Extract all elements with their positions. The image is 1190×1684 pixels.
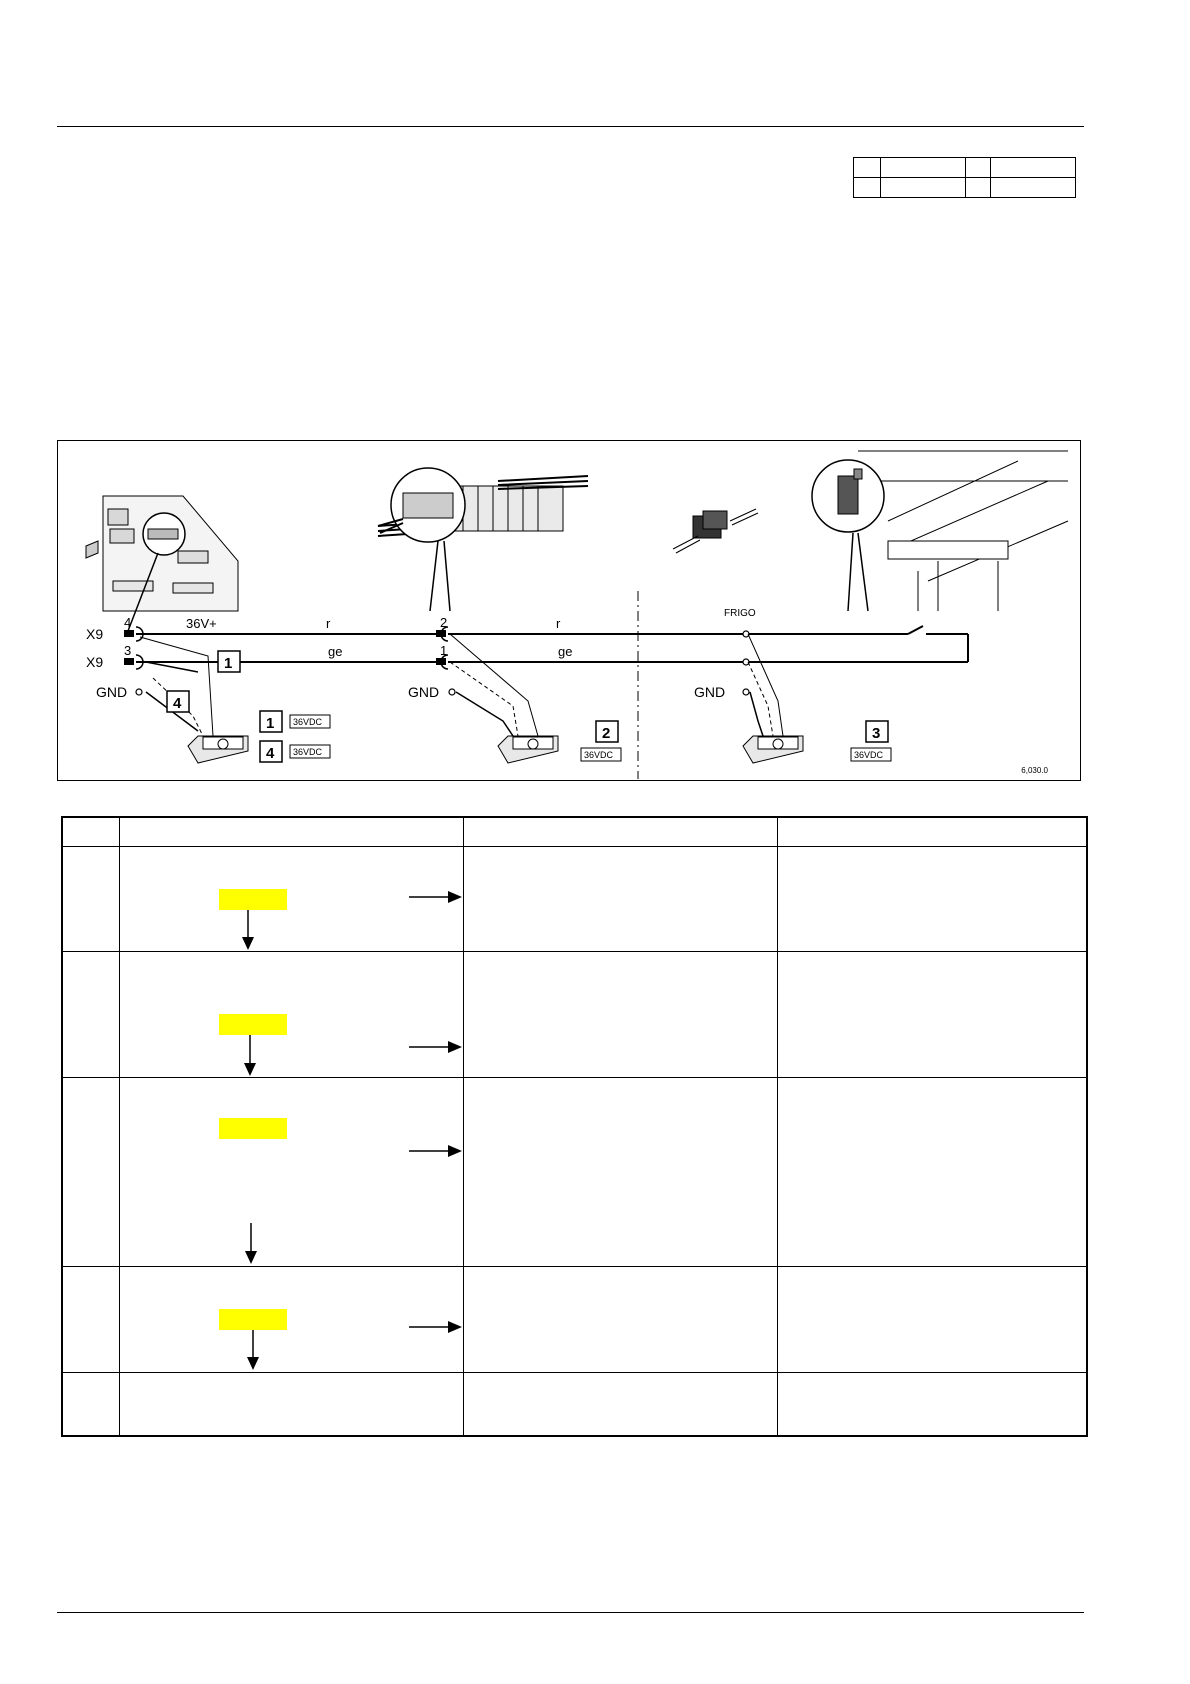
multimeter-right — [743, 634, 803, 763]
pin-label-1: 1 — [440, 643, 448, 658]
flow-arrows — [120, 1267, 463, 1373]
pin-label-3: 3 — [124, 643, 132, 658]
remedy-cell — [778, 847, 1088, 952]
measure-number-2: 2 — [602, 725, 611, 742]
figure-code: 6,030.0 — [1021, 766, 1048, 775]
table-row — [62, 1078, 1087, 1267]
measure-number-1: 1 — [224, 655, 233, 672]
connector-label-x9-top: X9 — [86, 626, 104, 642]
connector-pins — [124, 630, 446, 665]
control-board-illustration — [86, 496, 238, 631]
door-switch-illustration — [812, 451, 1068, 611]
wire-label-r-right: r — [556, 616, 561, 631]
gnd-label-right: GND — [694, 684, 726, 700]
arrow-down-icon — [242, 937, 254, 950]
table-header-row — [62, 817, 1087, 847]
header-remedy — [778, 817, 1088, 847]
wiring-diagram — [57, 440, 1081, 781]
multimeter-center — [450, 634, 558, 763]
header-step — [62, 817, 120, 847]
remedy-cell — [778, 1267, 1088, 1373]
remedy-cell — [778, 1373, 1088, 1436]
header-rule — [57, 126, 1084, 127]
arrow-down-icon — [245, 1251, 257, 1264]
result-cell — [464, 1267, 778, 1373]
action-cell — [120, 952, 464, 1078]
flow-arrows — [120, 952, 463, 1078]
remedy-cell — [778, 1078, 1088, 1267]
arrow-right-icon — [448, 1145, 462, 1157]
wiring-diagram-svg — [58, 441, 1079, 779]
table-row — [62, 952, 1087, 1078]
result-cell — [464, 952, 778, 1078]
gnd-label-center: GND — [408, 684, 440, 700]
flow-arrows — [120, 1078, 463, 1267]
step-cell — [62, 952, 120, 1078]
action-cell — [120, 1078, 464, 1267]
step-cell — [62, 1373, 120, 1436]
pin-label-2: 2 — [440, 615, 448, 630]
signal-label: 36V+ — [186, 616, 217, 631]
wire-label-r-left: r — [326, 616, 331, 631]
table-row — [62, 847, 1087, 952]
arrow-down-icon — [244, 1063, 256, 1076]
flow-arrows — [120, 847, 463, 952]
measure-number-3: 3 — [872, 725, 881, 742]
legend-number-1: 1 — [266, 715, 275, 732]
arrow-right-icon — [448, 891, 462, 903]
header-action — [120, 817, 464, 847]
action-cell — [120, 1373, 464, 1436]
gnd-label-left: GND — [96, 684, 128, 700]
arrow-right-icon — [448, 1041, 462, 1053]
wire-label-ge-right: ge — [558, 644, 573, 659]
arrow-down-icon — [247, 1357, 259, 1370]
header-result — [464, 817, 778, 847]
result-cell — [464, 847, 778, 952]
meter-value-2: 36VDC — [584, 750, 614, 760]
table-row — [62, 1373, 1087, 1436]
connector-block-illustration — [378, 468, 588, 611]
result-cell — [464, 1078, 778, 1267]
action-cell — [120, 847, 464, 952]
wire-label-ge-left: ge — [328, 644, 343, 659]
step-cell — [62, 1078, 120, 1267]
remedy-cell — [778, 952, 1088, 1078]
measure-number-4: 4 — [173, 695, 182, 712]
action-cell — [120, 1267, 464, 1373]
legend-number-4: 4 — [266, 745, 275, 762]
revision-box — [853, 157, 1076, 198]
legend-value-4: 36VDC — [293, 747, 323, 757]
arrow-right-icon — [448, 1321, 462, 1333]
meter-value-3: 36VDC — [854, 750, 884, 760]
step-cell — [62, 1267, 120, 1373]
plug-illustration — [673, 509, 758, 553]
step-cell — [62, 847, 120, 952]
pin-label-4: 4 — [124, 615, 132, 630]
wiring-lines — [136, 626, 968, 662]
connector-label-x9-bottom: X9 — [86, 654, 104, 670]
table-row — [62, 1267, 1087, 1373]
troubleshooting-table — [61, 816, 1088, 1437]
footer-rule — [57, 1612, 1084, 1613]
legend-value-1: 36VDC — [293, 717, 323, 727]
result-cell — [464, 1373, 778, 1436]
component-label-frigo: FRIGO — [724, 608, 756, 619]
